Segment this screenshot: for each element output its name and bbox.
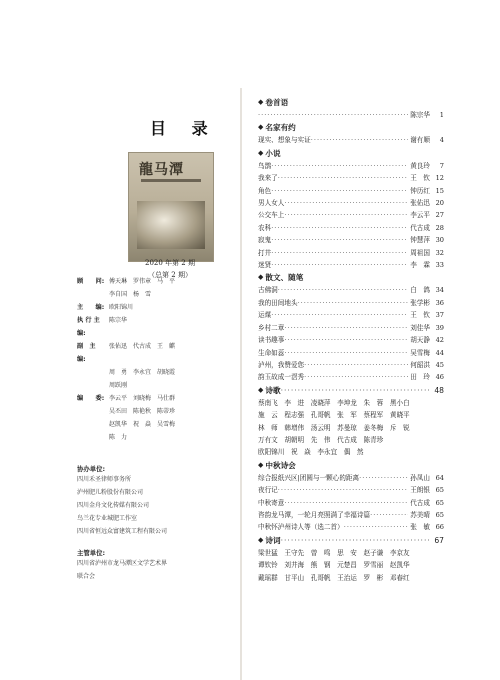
section-title: 散文、随笔 — [265, 273, 304, 283]
staff-row — [77, 418, 247, 431]
staff-row — [77, 392, 247, 405]
entry-author: 王朗银 — [410, 486, 430, 495]
page-number: 1 — [439, 111, 444, 119]
leader-dots — [281, 384, 430, 397]
entry-author: 吴雪梅 — [410, 348, 430, 357]
leader-dots — [284, 322, 408, 334]
page-number: 65 — [435, 510, 444, 519]
co-organizers-label: 协办单位: — [77, 465, 106, 473]
entry-title: 韵玉故成一滘秀 — [258, 373, 305, 382]
entry-author: 黄良玲 — [410, 161, 430, 170]
staff-role — [77, 288, 109, 301]
page-number: 32 — [435, 248, 444, 257]
page-number: 65 — [435, 486, 444, 495]
organization-item: 鸟兰花专业城肥工作室 — [77, 515, 138, 522]
staff-list — [77, 275, 247, 444]
staff-role: 执 行 主 编: — [77, 317, 100, 337]
section-title: 卷首语 — [265, 98, 289, 107]
toc-section-heading — [258, 459, 444, 472]
entry-author: 白 鸽 — [410, 286, 430, 295]
staff-role: 副 主 编: — [77, 343, 102, 363]
entry-author: 谢有顺 — [410, 136, 430, 145]
leader-dots — [311, 134, 408, 146]
entry-author: 张佑迅 — [410, 199, 430, 208]
entry-author: 陈宗华 — [410, 111, 430, 119]
entry-author: 张 敏 — [410, 523, 430, 532]
entry-title: 迷贤 — [258, 261, 272, 270]
page-number: 34 — [435, 286, 444, 295]
staff-row — [77, 340, 247, 366]
leader-dots — [271, 309, 408, 321]
staff-names: 傅天琳 罗伟章 马 平 — [109, 278, 176, 285]
page-number: 48 — [434, 385, 444, 395]
staff-row — [77, 379, 247, 392]
page-number: 64 — [435, 473, 444, 482]
staff-row — [77, 314, 247, 340]
leader-dots — [271, 185, 408, 197]
leader-dots — [278, 172, 408, 184]
toc-entry[interactable] — [258, 247, 444, 259]
entry-title: 泸州，我赞爱您 — [258, 360, 305, 369]
leader-dots — [284, 209, 408, 221]
leader-dots — [271, 259, 408, 271]
masthead-column — [0, 0, 240, 679]
entry-title: 角色 — [258, 186, 272, 195]
entry-author: 王 钦 — [410, 311, 430, 320]
issue-number: 2020 年第 2 期 — [145, 259, 195, 267]
leader-dots — [284, 197, 408, 209]
section-title: 诗歌 — [265, 385, 281, 395]
staff-names: 吴丕田 陈艳秋 陈蒂珍 — [109, 408, 176, 415]
toc-entry[interactable] — [258, 209, 444, 221]
page-number: 15 — [435, 186, 444, 195]
diamond-icon: ◆ — [258, 273, 264, 282]
toc-entry[interactable] — [258, 284, 444, 296]
page-number: 44 — [435, 348, 444, 357]
staff-row — [77, 288, 247, 301]
page-number: 33 — [435, 261, 444, 270]
staff-names: 陈 力 — [109, 434, 128, 441]
toc-section-heading — [258, 121, 444, 134]
staff-names: 张佑迅 代古成 王 麒 — [109, 343, 176, 350]
cover-subtitle-bar — [141, 179, 201, 182]
diamond-icon: ◆ — [258, 460, 264, 469]
section-title: 中秋诗会 — [265, 460, 296, 470]
leader-dots — [271, 234, 408, 246]
column-divider — [240, 88, 242, 680]
issue-total: （总第 2 期） — [148, 271, 192, 279]
toc-entry[interactable] — [258, 521, 444, 533]
section-title: 诗词 — [265, 535, 281, 545]
entry-author: 代古成 — [410, 223, 430, 232]
entry-title: 农科 — [258, 223, 272, 232]
leader-dots — [271, 222, 408, 234]
page-number: 46 — [435, 373, 444, 382]
entry-author: 代古成 — [410, 498, 430, 507]
toc-section-heading — [258, 147, 444, 160]
author-names-line: 欧阳锦川 祝 焱 李永宜 偶 然 — [258, 448, 364, 457]
entry-title: 现实、想象与实证 — [258, 136, 311, 145]
page-number: 4 — [439, 136, 444, 145]
page-number: 7 — [439, 161, 444, 170]
leader-dots — [284, 497, 408, 509]
organization-item: 四川省恒远众富建筑工程有限公司 — [77, 528, 168, 535]
toc-entry[interactable] — [258, 371, 444, 383]
page-number: 28 — [435, 223, 444, 232]
staff-row — [77, 405, 247, 418]
page-number: 67 — [434, 535, 444, 545]
page-number: 39 — [435, 323, 444, 332]
entry-author: 王 钦 — [410, 174, 430, 183]
toc-section-heading — [258, 384, 444, 397]
leader-dots — [281, 534, 430, 547]
entry-title: 打井 — [258, 248, 272, 257]
diamond-icon: ◆ — [258, 98, 264, 106]
entry-author: 李云平 — [410, 211, 430, 220]
toc-entry[interactable] — [258, 497, 444, 509]
hosts-label: 主管单位: — [77, 549, 106, 557]
organization-item: 泸州肥儿粉股份有限公司 — [77, 489, 144, 496]
staff-names: 周跃刚 — [109, 382, 128, 389]
staff-role — [77, 379, 109, 392]
diamond-icon: ◆ — [258, 123, 264, 132]
entry-title: 读书趣事 — [258, 336, 285, 345]
entry-author: 田 玲 — [410, 373, 430, 382]
entry-author: 刘佳华 — [410, 323, 430, 332]
organization-item: 四川禾圣律师事务所 — [77, 476, 132, 483]
toc-entry[interactable] — [258, 322, 444, 334]
page-number: 36 — [435, 298, 444, 307]
organization-item: 联合会 — [77, 573, 96, 580]
entry-author: 周祖国 — [410, 248, 430, 257]
toc-entry[interactable] — [258, 472, 444, 484]
toc-entry[interactable] — [258, 259, 444, 271]
staff-row — [77, 431, 247, 444]
page-number: 66 — [435, 523, 444, 532]
entry-title: 古佛洞 — [258, 286, 278, 295]
toc-entry[interactable] — [258, 309, 444, 321]
entry-author: 胡天静 — [410, 336, 430, 345]
toc-entry[interactable] — [258, 109, 444, 121]
toc-entry[interactable] — [258, 197, 444, 209]
staff-role — [77, 431, 109, 444]
toc-entry[interactable] — [258, 484, 444, 496]
entry-title: 生命如蕊 — [258, 348, 285, 357]
entry-title: 咨韵龙马潭，一轮月亮照满了幸福诗篇 — [258, 510, 371, 519]
leader-dots — [304, 359, 408, 371]
staff-row — [77, 366, 247, 379]
author-names-line: 谭钦铃 刘井海 熊 钢 元楚昌 罗雪丽 赵凯华 — [258, 561, 410, 570]
entry-title: 中秋怀泸州诗人等（选二首） — [258, 523, 344, 532]
leader-dots — [258, 109, 408, 121]
toc-entry[interactable] — [258, 134, 444, 146]
entry-title: 公交车上 — [258, 211, 285, 220]
staff-role: 顾 问: — [77, 278, 105, 285]
toc-entry[interactable] — [258, 172, 444, 184]
toc-entry[interactable] — [258, 160, 444, 172]
leader-dots — [298, 297, 409, 309]
leader-dots — [284, 334, 408, 346]
staff-role — [77, 418, 109, 431]
toc-section-heading — [258, 534, 444, 547]
entry-author: 钟慧萍 — [410, 236, 430, 245]
toc-entry[interactable] — [258, 509, 444, 521]
toc-entry[interactable] — [258, 334, 444, 346]
page-number: 12 — [435, 174, 444, 183]
section-title: 名家有约 — [265, 123, 296, 133]
page-title: 目 录 — [150, 119, 218, 138]
staff-names: 陈宗华 — [109, 317, 128, 324]
cover-title: 龍马潭 — [139, 162, 184, 178]
toc-entry[interactable] — [258, 359, 444, 371]
section-title: 小说 — [265, 148, 281, 158]
staff-role — [77, 366, 109, 379]
staff-role: 主 编: — [77, 304, 105, 311]
cover-image — [128, 152, 214, 262]
entry-author: 苏美晴 — [410, 510, 430, 519]
toc-entry[interactable] — [258, 234, 444, 246]
staff-names: 赵凯华 祝 焱 吴雪梅 — [109, 421, 176, 428]
entry-title: 乡村二章 — [258, 323, 285, 332]
staff-role — [77, 405, 109, 418]
leader-dots — [370, 509, 408, 521]
staff-names: 周 勇 李永宜 胡晓霞 — [109, 369, 176, 376]
author-names-line: 梁世猛 王守先 曾 鸣 思 安 赵子谦 李京友 — [258, 548, 410, 557]
staff-row — [77, 301, 247, 314]
organization-item: 四川金舟文化传媒有限公司 — [77, 502, 150, 509]
entry-title: 运煤 — [258, 311, 272, 320]
entry-title: 夜行记 — [258, 486, 278, 495]
leader-dots — [271, 247, 408, 259]
cover-photo — [137, 201, 205, 249]
staff-names: 李云平 刘晓梅 马仕群 — [109, 395, 176, 402]
table-of-contents — [258, 96, 444, 584]
author-names-line: 施 云 程志强 孔哥帆 张 军 蔡程军 黄晓平 — [258, 411, 410, 420]
entry-title: 鸟鹊 — [258, 161, 272, 170]
entry-author: 何韶洪 — [410, 360, 430, 369]
leader-dots — [304, 371, 408, 383]
page-number: 20 — [435, 199, 444, 208]
toc-entry[interactable] — [258, 222, 444, 234]
toc-entry[interactable] — [258, 297, 444, 309]
entry-author: 李 霖 — [410, 261, 430, 270]
staff-row — [77, 275, 247, 288]
diamond-icon: ◆ — [258, 385, 264, 394]
entry-title: 寂鬼 — [258, 236, 272, 245]
toc-entry[interactable] — [258, 185, 444, 197]
entry-title: 综合报纸兴区|团圆与一颗心的距离 — [258, 473, 360, 482]
toc-section-heading — [258, 271, 444, 284]
author-names-line: 蔡南飞 李 进 凌晓萍 李坤龙 朱 蓉 黑小白 — [258, 398, 410, 407]
entry-title: 我的田间地头 — [258, 298, 298, 307]
author-names-line: 戴瑶群 甘平山 孔哥帆 王治运 罗 彬 邓春红 — [258, 573, 410, 582]
entry-author: 张学彬 — [410, 298, 430, 307]
entry-author: 钟历红 — [410, 186, 430, 195]
leader-dots — [278, 284, 408, 296]
leader-dots — [278, 484, 408, 496]
page-number: 37 — [435, 311, 444, 320]
leader-dots — [271, 160, 408, 172]
diamond-icon: ◆ — [258, 535, 264, 544]
author-names-line: 万有文 胡朝明 先 伟 代古成 陈青珍 — [258, 435, 384, 444]
entry-title: 我来了 — [258, 174, 278, 183]
organizations — [77, 456, 247, 583]
author-names-line: 林 师 韩增伟 汤云明 苏曼琼 姜冬梅 斥 锐 — [258, 423, 410, 432]
page-number: 42 — [435, 336, 444, 345]
page-number: 45 — [435, 360, 444, 369]
entry-title: 男人女人 — [258, 199, 285, 208]
diamond-icon: ◆ — [258, 148, 264, 157]
entry-author: 孙凤山 — [410, 473, 430, 482]
staff-names: 欧阳锦川 — [109, 304, 134, 311]
leader-dots — [344, 521, 409, 533]
entry-title: 中秋寄意 — [258, 498, 285, 507]
toc-entry[interactable] — [258, 347, 444, 359]
staff-role: 编 委: — [77, 395, 105, 402]
page-number: 30 — [435, 236, 444, 245]
page-number: 65 — [435, 498, 444, 507]
leader-dots — [284, 347, 408, 359]
staff-names: 李自国 杨 雪 — [109, 291, 152, 298]
organization-item: 四川省泸州市龙马潭区文学艺术界 — [77, 560, 168, 567]
page-number: 27 — [435, 211, 444, 220]
toc-section-heading — [258, 96, 444, 109]
leader-dots — [359, 472, 408, 484]
